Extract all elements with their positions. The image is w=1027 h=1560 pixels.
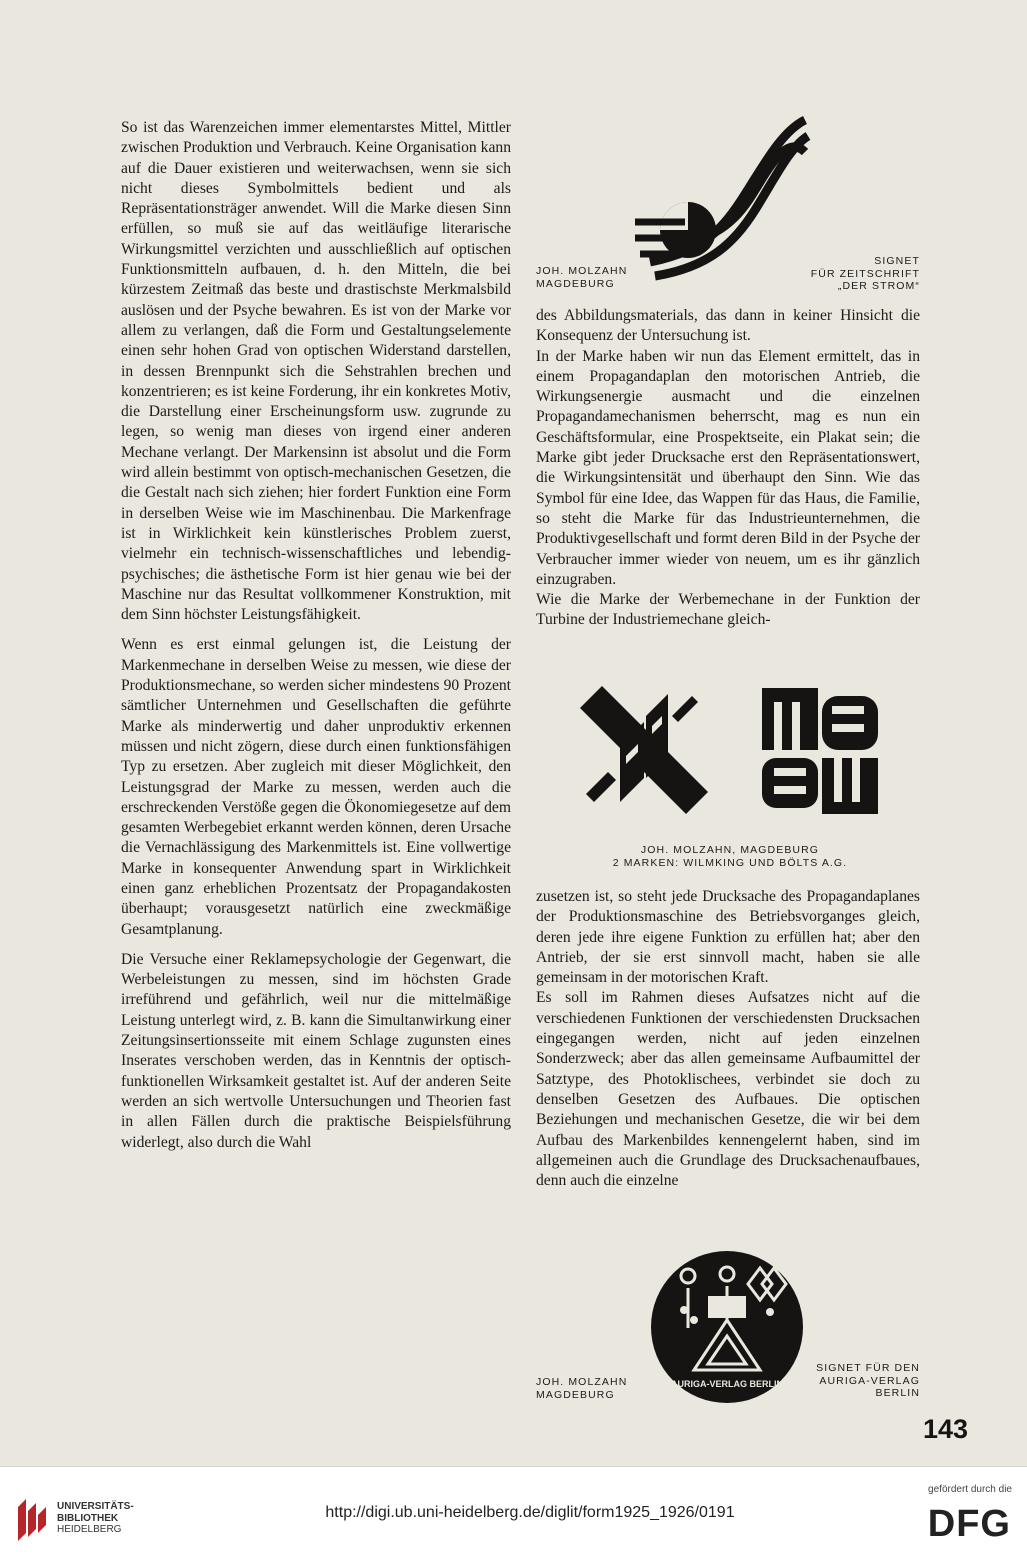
wilmking-boelts-cross-mark xyxy=(580,686,710,816)
caption-line: SIGNET FÜR DEN xyxy=(816,1362,920,1374)
paragraph: Die Versuche einer Reklamepsychologie der Gegenwart, die Werbeleistungen zu messen, sind im höchsten Grade irreführend und gefährlich, weil nur die mittelmäßige Leistung unterlegt wird, z. B. kann die Simultanwirkung einer Zeitungsinsertionsseite mit einem Schlage zugunsten eines Inserates verschoben werden, das in Kenntnis der optisch-funktionellen Wirksamkeit gestaltet ist. Auf der anderen Seite werden an sich wertvolle Untersuchungen und Theorien fast in allen Fällen durch die praktische Beispielsführung widerlegt, also durch die Wahl xyxy=(121,950,511,1151)
library-name-line: UNIVERSITÄTS- xyxy=(57,1501,134,1512)
caption-line: AURIGA-VERLAG xyxy=(819,1374,920,1387)
caption-line: JOH. MOLZAHN xyxy=(536,265,628,277)
strom-caption-right xyxy=(760,255,920,293)
left-text-column xyxy=(121,118,511,1153)
caption-line: „DER STROM“ xyxy=(837,280,920,292)
paragraph: So ist das Warenzeichen immer elementarstes Mittel, Mittler zwischen Produktion und Verbrauch. Keine Organisation kann auf die Dauer existieren und weiterwachsen, wenn sie sich nicht dieses Symbolmittels bedient und als Repräsentationsträger anwendet. Will die Marke diesen Sinn erfüllen, so muß sie auf das weitläufige literarische Wirkungsmittel verzichten und ausschließlich auf optischen Funktionsmitteln aufbauen, d. h. den Mitteln, die bei kürzestem Zeitmaß das beste und drastischste Merkmalsbild auslösen und der Psyche bewahren. Es ist von der Marke vor allem zu verlangen, daß die Form und Gestaltungselemente einen sehr hohen Grad von optischen Widerstand darstellen, in dessen Brennpunkt sich die Sehstrahlen brechen und konzentrieren; es ist keine Forderung, ihr ein konkretes Motiv, die Darstellung einer Erscheinungsform usw. zugrunde zu legen, so wenig man dieses von irgend einer anderen Mechane verlangt. Der Markensinn ist absolut und die Form wird allein bestimmt von optisch-mechanischen Gesetzen, die die Gestalt nach sich ziehen; hier fordert Funktion eine Form in derselben Weise wie im Maschinenbau. Die Markenfrage ist in Wirklichkeit kein künstlerisches Problem zuerst, vielmehr ein technisch-wissenschaftliches und lebendig-psychisches; die ästhetische Form ist hier genau wie bei der Maschine nur das Resultat vollkommener Konstruktion, mit dem Sinn höchster Leistungsfähigkeit. xyxy=(121,119,511,624)
paragraph: des Abbildungsmaterials, das dann in keiner Hinsicht die Konsequenz der Untersuchung ist. xyxy=(536,307,920,345)
caption-line: MAGDEBURG xyxy=(536,277,615,290)
auriga-caption-right xyxy=(780,1362,920,1400)
right-text-column-top xyxy=(536,306,920,631)
caption-line: MAGDEBURG xyxy=(536,1388,615,1401)
library-name[interactable] xyxy=(57,1501,134,1536)
right-text-column-bottom xyxy=(536,887,920,1191)
mbbw-monogram-mark xyxy=(762,688,882,818)
auriga-seal-lettering: AURIGA-VERLAG BERLIN xyxy=(671,1379,783,1389)
caption-line: BERLIN xyxy=(875,1387,920,1399)
library-name-line: BIBLIOTHEK xyxy=(57,1512,119,1524)
dfg-logo[interactable]: DFG xyxy=(927,1503,1011,1545)
funding-note: gefördert durch die xyxy=(928,1484,1012,1495)
auriga-caption-left xyxy=(536,1376,627,1401)
caption-line: SIGNET xyxy=(874,255,920,267)
paragraph: Wie die Marke der Werbemechane in der Funktion der Turbine der Industriemechane gleich- xyxy=(536,591,920,629)
caption-line: JOH. MOLZAHN, MAGDEBURG xyxy=(640,844,820,856)
paragraph: zusetzen ist, so steht jede Drucksache des Propagandaplanes der Produktionsmaschine des Betriebsvorganges gleich, deren jede ihre eigene Funktion zu erfüllen hat; aber den Antrieb, der sie erst sinnvoll macht, haben sie alle gemeinsam in der motorischen Kraft. xyxy=(536,888,920,987)
caption-line: 2 MARKEN: WILMKING UND BÖLTS A.G. xyxy=(612,856,848,869)
paragraph: In der Marke haben wir nun das Element ermittelt, das in einem Propagandaplan den motorischen Antrieb, die Wirkungsenergie ausmacht und die einzelnen Propagandamechanismen beherrscht, mag es nun ein Geschäftsformular, eine Prospektseite, ein Plakat sein; die Marke gibt jeder Drucksache erst den Repräsentationswert, die Wirkungsintensität und überhaupt den Sinn. Wie das Symbol für eine Idee, das Wappen für das Haus, die Familie, so steht die Marke für das Industrieunternehmen, die Produktivgesellschaft und formt deren Bild in der Psyche der Verbraucher immer wieder von neuem, um es ihr gänzlich einzugraben. xyxy=(536,347,920,588)
marks-caption xyxy=(560,844,900,869)
permalink-url[interactable]: http://digi.ub.uni-heidelberg.de/diglit/form1925_1926/0191 xyxy=(325,1504,735,1521)
paragraph: Es soll im Rahmen dieses Aufsatzes nicht auf die verschiedenen Funktionen der verschiedensten Drucksachen eingegangen werden, nicht auf jeden einzelnen Sonderzweck; aber das allen gemeinsame Aufbaumittel der Satztype, des Photoklischees, verbindet sie doch zu denselben Gesetzen des Aufbaues. Die optischen Beziehungen und mechanischen Gesetze, die wir bei dem Aufbau des Markenbildes kennengelernt haben, sind im allgemeinen auch die Grundlage des Drucksachenaufbaues, denn auch die einzelne xyxy=(536,989,920,1190)
caption-line: FÜR ZEITSCHRIFT xyxy=(810,267,920,280)
digitization-footer xyxy=(0,1466,1027,1560)
paragraph: Wenn es erst einmal gelungen ist, die Leistung der Markenmechane in derselben Weise zu messen, wie diese der Produktionsmechane, so werden sicher mindestens 90 Prozent sämtlicher Unternehmen und Gesellschaften die geführte Marke als minderwertig und daher unproduktiv erkennen müssen und nicht zögern, diese durch einen funktionsfähigen Typ zu ersetzen. Aber zugleich mit dieser Möglichkeit, den Leistungsgrad der Marke zu messen, werden auch die erschreckenden Verstöße gegen die Ökonomiegesetze auf dem gesamten Werbegebiet erkannt werden können, deren Ursache die Vernachlässigung des Markenmittels ist. Eine vollwertige Marke in konsequenter Anwendung spart in Wirklichkeit einen ganz erheblichen Prozentsatz der Propagandakosten überhaupt; vorausgesetzt natürlich eine zweckmäßige Gesamtplanung. xyxy=(121,636,511,938)
library-name-line: HEIDELBERG xyxy=(57,1524,122,1535)
university-library-logo-icon[interactable] xyxy=(14,1497,52,1541)
strom-caption-left xyxy=(536,265,627,290)
caption-line: JOH. MOLZAHN xyxy=(536,1376,628,1388)
page-number: 143 xyxy=(922,1414,968,1444)
